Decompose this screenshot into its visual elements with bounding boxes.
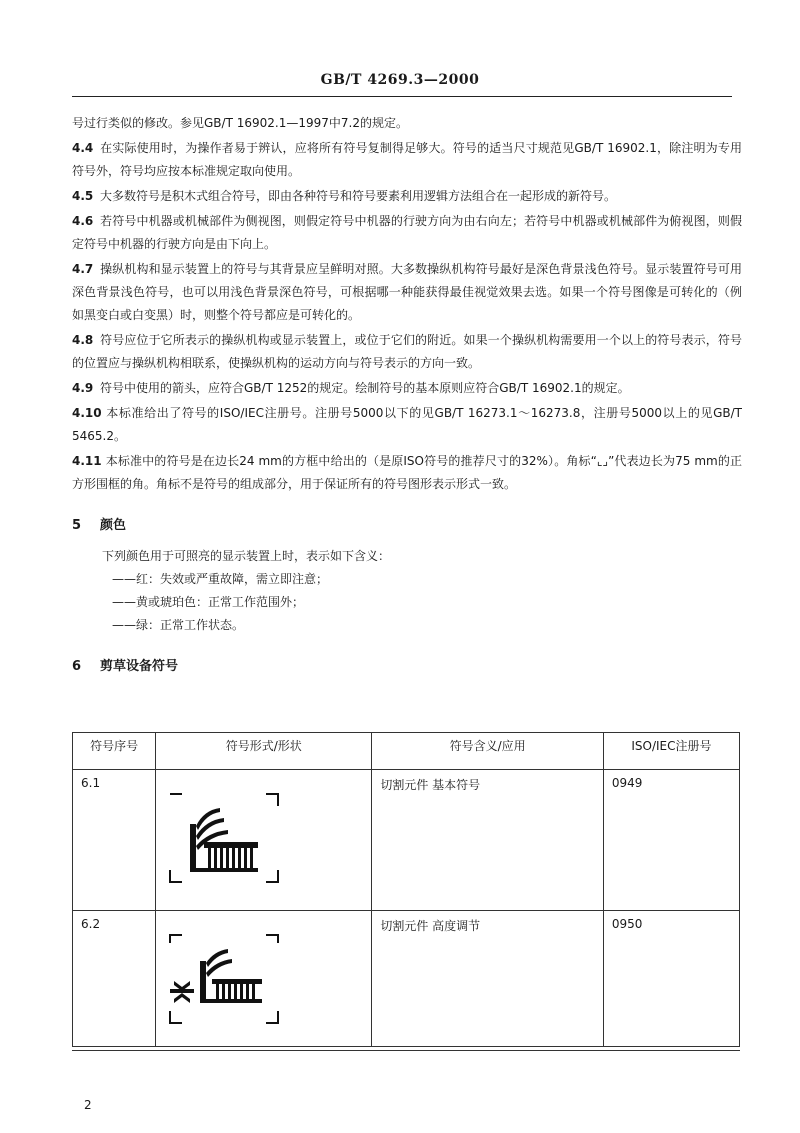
clause-text: 大多数符号是积木式组合符号，即由各种符号和符号要素利用逻辑方法组合在一起形成的新符号。 (100, 189, 617, 203)
clause-4-10 (72, 402, 742, 448)
table-row (73, 770, 740, 911)
clause-4-8 (72, 329, 742, 375)
section-5-intro: 下列颜色用于可照亮的显示装置上时，表示如下含义： (102, 549, 391, 563)
symbol-table (72, 732, 740, 1047)
section-title: 颜色 (100, 518, 127, 533)
clause-number: 4.11 (72, 454, 102, 468)
symbol-number: 6.1 (73, 770, 156, 911)
section-6-heading (72, 655, 742, 678)
header-rule (72, 96, 732, 97)
col-header-symbol-meaning: 符号含义/应用 (372, 733, 604, 770)
clause-number: 4.10 (72, 406, 102, 420)
cutting-element-icon (164, 780, 284, 896)
clause-number: 4.4 (72, 141, 94, 155)
clause-text: 在实际使用时，为操作者易于辨认，应将所有符号复制得足够大。符号的适当尺寸规范见GB/T 16902.1，除注明为专用符号外，符号均应按本标准规定取向使用。 (72, 141, 742, 178)
symbol-form-cell (156, 911, 372, 1047)
clause-number: 4.8 (72, 333, 94, 347)
clause-number: 4.6 (72, 214, 94, 228)
clause-text: 本标准给出了符号的ISO/IEC注册号。注册号5000以下的见GB/T 16273.1～16273.8，注册号5000以上的见GB/T 5465.2。 (72, 406, 742, 443)
section-5-heading (72, 514, 742, 537)
registration-number: 0949 (603, 770, 739, 911)
section-number: 5 (72, 518, 82, 533)
page-header: GB/T 4269.3—2000 (320, 72, 480, 88)
table-row (73, 911, 740, 1047)
clause-text: 符号中使用的箭头，应符合GB/T 1252的规定。绘制符号的基本原则应符合GB/T 16902.1的规定。 (100, 381, 630, 395)
color-item-green: ——绿：正常工作状态。 (112, 618, 245, 632)
color-item-red: ——红：失效或严重故障，需立即注意； (112, 572, 329, 586)
clause-4-11 (72, 450, 742, 496)
cutting-height-adjust-icon (164, 921, 284, 1037)
section-title: 剪草设备符号 (100, 659, 179, 674)
col-header-reg-no: ISO/IEC注册号 (603, 733, 739, 770)
table-header-row (73, 733, 740, 770)
clause-4-3-continuation: 号过行类似的修改。参见GB/T 16902.1—1997中7.2的规定。 (72, 116, 408, 130)
col-header-symbol-form: 符号形式/形状 (156, 733, 372, 770)
clause-4-6 (72, 210, 742, 256)
color-item-yellow: ——黄或琥珀色：正常工作范围外； (112, 595, 305, 609)
symbol-form-cell (156, 770, 372, 911)
clause-number: 4.9 (72, 381, 94, 395)
clause-4-5 (72, 185, 742, 208)
clause-text: 本标准中的符号是在边长24 mm的方框中给出的（是原ISO符号的推荐尺寸的32%）。角标“⌞⌟”代表边长为75 mm的正方形围框的角。角标不是符号的组成部分，用于保证所有的符号图形表示形式一致。 (72, 454, 742, 491)
clause-4-7 (72, 258, 742, 327)
clause-text: 操纵机构和显示装置上的符号与其背景应呈鲜明对照。大多数操纵机构符号最好是深色背景浅色符号。显示装置符号可用深色背景浅色符号，也可以用浅色背景深色符号，可根据哪一种能获得最佳视觉效果去选。如果一个符号图像是可转化的（例如黑变白或白变黑）时，则整个符号都应是可转化的。 (72, 262, 742, 322)
clause-4-9 (72, 377, 742, 400)
clause-4-4 (72, 137, 742, 183)
section-number: 6 (72, 659, 82, 674)
clause-number: 4.5 (72, 189, 94, 203)
footer-rule (72, 1050, 740, 1051)
symbol-number: 6.2 (73, 911, 156, 1047)
col-header-symbol-no: 符号序号 (73, 733, 156, 770)
body-content (72, 112, 742, 686)
page-number: 2 (84, 1098, 92, 1112)
symbol-meaning: 切割元件 基本符号 (372, 770, 604, 911)
symbol-meaning: 切割元件 高度调节 (372, 911, 604, 1047)
clause-text: 若符号中机器或机械部件为侧视图，则假定符号中机器的行驶方向为由右向左；若符号中机器或机械部件为俯视图，则假定符号中机器的行驶方向是由下向上。 (72, 214, 742, 251)
clause-number: 4.7 (72, 262, 94, 276)
registration-number: 0950 (603, 911, 739, 1047)
clause-text: 符号应位于它所表示的操纵机构或显示装置上，或位于它们的附近。如果一个操纵机构需要用一个以上的符号表示，符号的位置应与操纵机构相联系，使操纵机构的运动方向与符号表示的方向一致。 (72, 333, 742, 370)
